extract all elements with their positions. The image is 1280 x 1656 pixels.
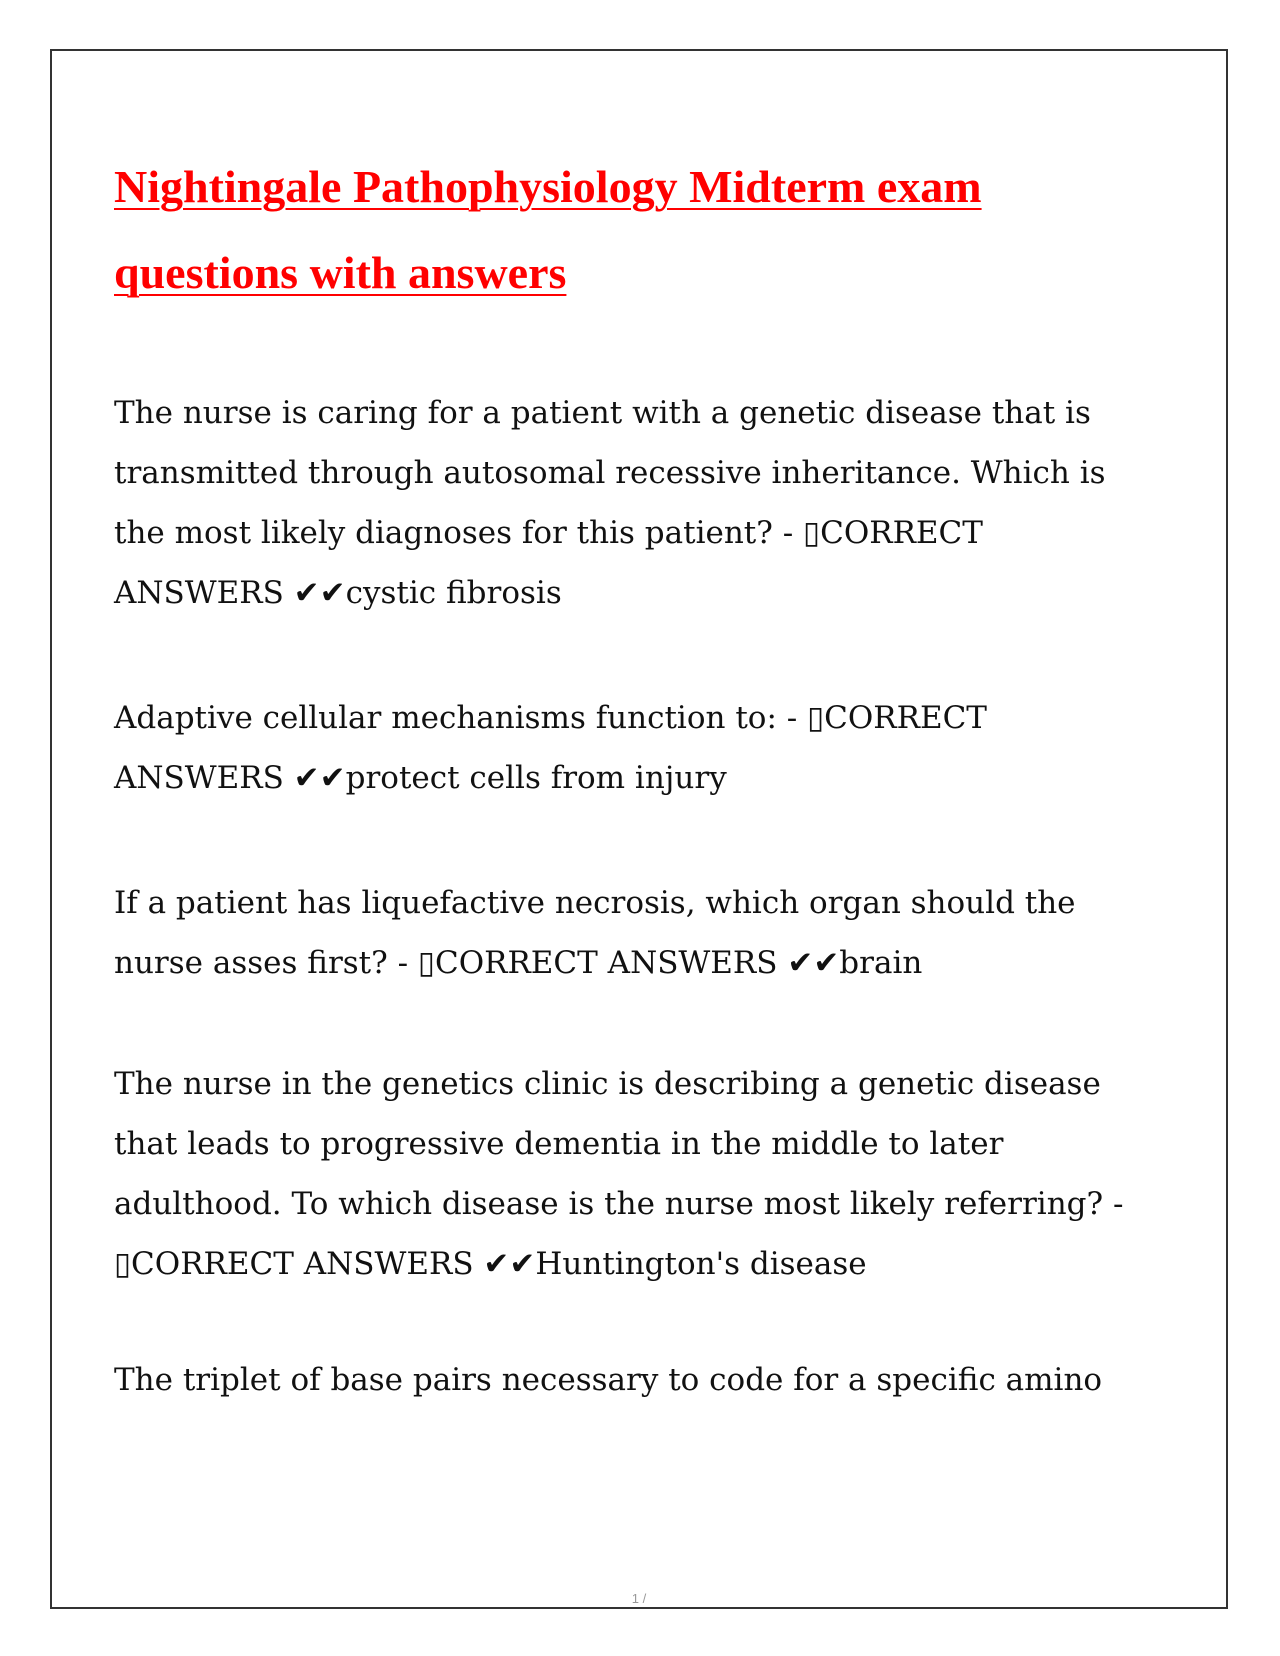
qa-line: nurse asses first? - ▯CORRECT ANSWERS ✔✔brain xyxy=(114,945,923,981)
document-title xyxy=(114,144,1114,316)
qa-item xyxy=(114,1054,1123,1294)
qa-line: ▯CORRECT ANSWERS ✔✔Huntington's disease xyxy=(114,1246,867,1282)
qa-item xyxy=(114,688,987,808)
qa-line: the most likely diagnoses for this patient? - ▯CORRECT xyxy=(114,515,983,551)
title-line: questions with answers xyxy=(114,247,567,298)
qa-line: The nurse is caring for a patient with a genetic disease that is xyxy=(114,395,1091,431)
title-line: Nightingale Pathophysiology Midterm exam xyxy=(114,161,982,212)
qa-line: If a patient has liquefactive necrosis, which organ should the xyxy=(114,885,1076,921)
page-number: 1 / xyxy=(631,1591,647,1606)
qa-item xyxy=(114,873,1076,993)
qa-item xyxy=(114,1350,1102,1410)
qa-line: transmitted through autosomal recessive inheritance. Which is xyxy=(114,455,1106,491)
qa-item xyxy=(114,383,1106,623)
qa-line: The triplet of base pairs necessary to code for a specific amino xyxy=(114,1362,1103,1398)
qa-line: adulthood. To which disease is the nurse most likely referring? - xyxy=(114,1186,1124,1222)
document-page xyxy=(50,49,1228,1609)
qa-line: that leads to progressive dementia in the middle to later xyxy=(114,1126,1004,1162)
qa-line: Adaptive cellular mechanisms function to: - ▯CORRECT xyxy=(114,700,987,736)
qa-line: ANSWERS ✔✔cystic fibrosis xyxy=(114,575,562,611)
qa-line: ANSWERS ✔✔protect cells from injury xyxy=(114,760,727,796)
qa-line: The nurse in the genetics clinic is describing a genetic disease xyxy=(114,1066,1101,1102)
